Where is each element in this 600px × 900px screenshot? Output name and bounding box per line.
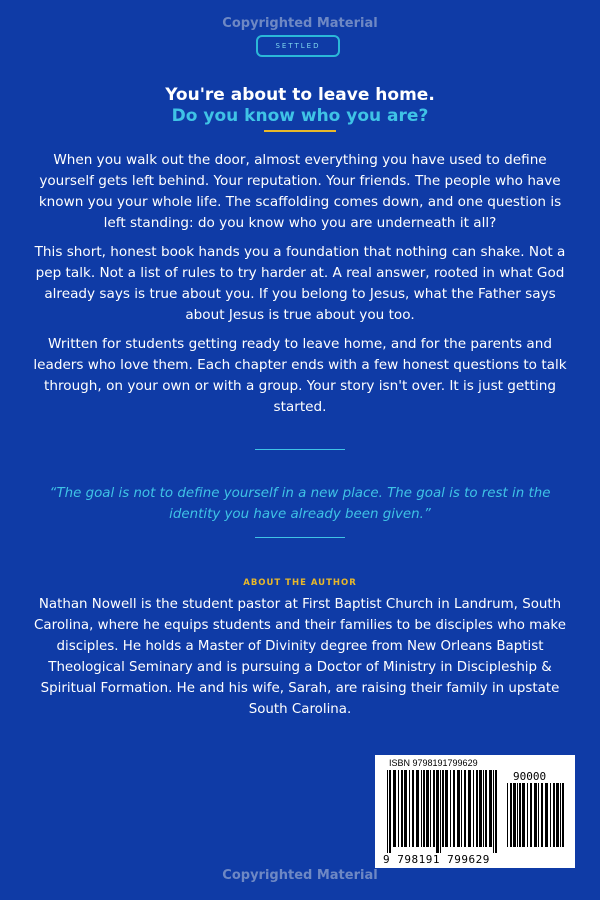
price-code: 90000	[513, 770, 547, 783]
blurb-paragraph: This short, honest book hands you a foundation that nothing can shake. Not a pep talk. Not a list of rules to try harder at. A real answer, rooted in what God already says is true about you. If you belong to Jesus, what the Father says about Jesus is true about you too.	[34, 244, 566, 323]
copyright-watermark-top: Copyrighted Material	[222, 16, 378, 31]
barcode-digits: 9 798191 799629	[383, 853, 490, 866]
headline-line-2: Do you know who you are?	[171, 106, 429, 126]
headline-underline	[264, 130, 336, 132]
barcode-bars-icon	[387, 770, 499, 853]
pull-quote: “The goal is not to define yourself in a new place. The goal is to rest in the identity you have already been given.”	[49, 486, 551, 522]
headline-line-1: You're about to leave home.	[165, 85, 435, 105]
quote-divider-bottom	[255, 537, 345, 538]
series-badge-label: SETTLED	[275, 42, 321, 50]
copyright-watermark-bottom: Copyrighted Material	[222, 868, 378, 883]
isbn-barcode	[375, 755, 575, 868]
series-badge	[256, 35, 340, 57]
blurb-paragraph: When you walk out the door, almost everything you have used to define yourself gets left behind. Your reputation. Your friends. The people who have known you your whole life. The scaffolding comes down, and one question is left standing: do you know who you are underneath it all?	[38, 152, 562, 231]
blurb-paragraph: Written for students getting ready to leave home, and for the parents and leaders who love them. Each chapter ends with a few honest questions to talk through, on your own or with a group. Your story isn't over. It is just getting started.	[33, 336, 567, 415]
isbn-label: ISBN 9798191799629	[389, 758, 478, 768]
about-author-text: Nathan Nowell is the student pastor at First Baptist Church in Landrum, South Carolina, where he equips students and their families to be disciples who make disciples. He holds a Master of Divinity degree from New Orleans Baptist Theological Seminary and is pursuing a Doctor of Ministry in Discipleship & Spiritual Formation. He and his wife, Sarah, are raising their family in upstate South Carolina.	[34, 597, 566, 717]
about-author-heading: ABOUT THE AUTHOR	[243, 578, 357, 588]
addon-barcode-bars-icon	[507, 783, 565, 853]
quote-divider-top	[255, 449, 345, 450]
